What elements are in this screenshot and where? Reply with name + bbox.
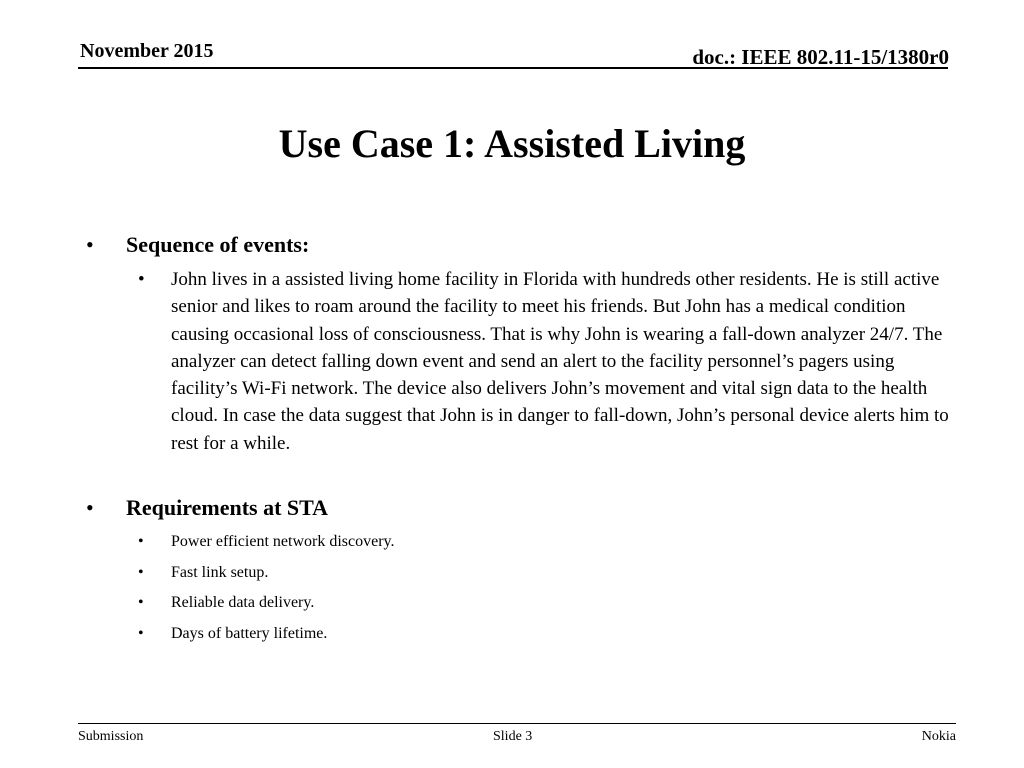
bullet-icon: • bbox=[86, 232, 94, 257]
requirement-text: Power efficient network discovery. bbox=[171, 533, 395, 550]
section-heading: Requirements at STA bbox=[126, 495, 329, 520]
requirement-text: Days of battery lifetime. bbox=[171, 625, 328, 642]
bullet-icon: • bbox=[138, 594, 144, 611]
footer-divider bbox=[78, 723, 956, 724]
bullet-icon: • bbox=[138, 564, 144, 581]
bullet-icon: • bbox=[138, 625, 144, 642]
requirement-text: Reliable data delivery. bbox=[171, 594, 315, 611]
bullet-icon: • bbox=[86, 495, 94, 520]
sequence-paragraph: John lives in a assisted living home facility in Florida with hundreds other residents. He is still active senior and likes to roam around the facility to meet his friends. But John has a medical condition causing occasional loss of consciousness. That is why John is wearing a fall-down analyzer 24/7. The analyzer can detect falling down event and send an alert to the facility personnel’s pagers using facility’s Wi-Fi network. The device also delivers John’s movement and vital sign data to the health cloud. In case the data suggest that John is in danger to fall-down, John’s personal device alerts him to rest for a while. bbox=[171, 269, 949, 454]
header-date: November 2015 bbox=[80, 40, 214, 62]
section-heading: Sequence of events: bbox=[126, 232, 310, 257]
requirement-text: Fast link setup. bbox=[171, 564, 269, 581]
footer-company: Nokia bbox=[921, 729, 956, 744]
footer-submission: Submission bbox=[78, 729, 144, 744]
bullet-icon: • bbox=[138, 269, 145, 290]
slide-title: Use Case 1: Assisted Living bbox=[278, 121, 746, 166]
footer-slide-number: Slide 3 bbox=[493, 729, 533, 744]
bullet-icon: • bbox=[138, 533, 144, 550]
header-doc-id: doc.: IEEE 802.11-15/1380r0 bbox=[692, 45, 949, 69]
